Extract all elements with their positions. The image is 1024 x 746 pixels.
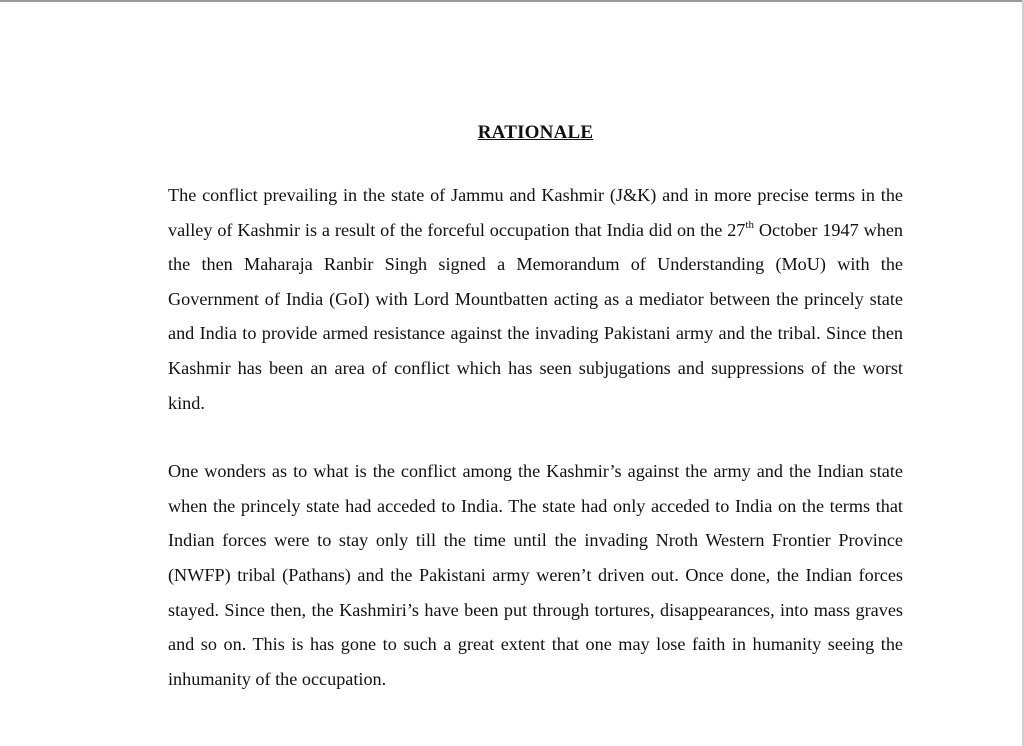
- ordinal-superscript: th: [745, 218, 754, 231]
- paragraph-1-text-start: The conflict prevailing in the state of Jammu and Kashmir (J&K) and in more precise terms in the valley of Kashmir is a result of the forceful occupation that India did on the 27: [168, 185, 903, 240]
- document-heading: RATIONALE: [477, 122, 594, 143]
- paragraph-1-text-end: October 1947 when the then Maharaja Ranbir Singh signed a Memorandum of Understanding (MoU) with the Government of India (GoI) with Lord Mountbatten acting as a mediator between the princely state and India to provide armed resistance against the invading Pakistani army and the tribal. Since then Kashmir has been an area of conflict which has seen subjugations and suppressions of the worst kind.: [168, 219, 903, 413]
- paragraph-2: One wonders as to what is the conflict among the Kashmir’s against the army and the Indian state when the princely state had acceded to India. The state had only acceded to India on the terms that Indian forces were to stay only till the time until the invading Nroth Western Frontier Province (NWFP) tribal (Pathans) and the Pakistani army weren’t driven out. Once done, the Indian forces stayed. Since then, the Kashmiri’s have been put through tortures, disappearances, into mass graves and so on. This is has gone to such a great extent that one may lose faith in humanity seeing the inhumanity of the occupation.: [168, 461, 903, 689]
- document-page: [168, 118, 903, 696]
- paragraph-1: [168, 178, 903, 420]
- page-top-edge: [0, 0, 1024, 2]
